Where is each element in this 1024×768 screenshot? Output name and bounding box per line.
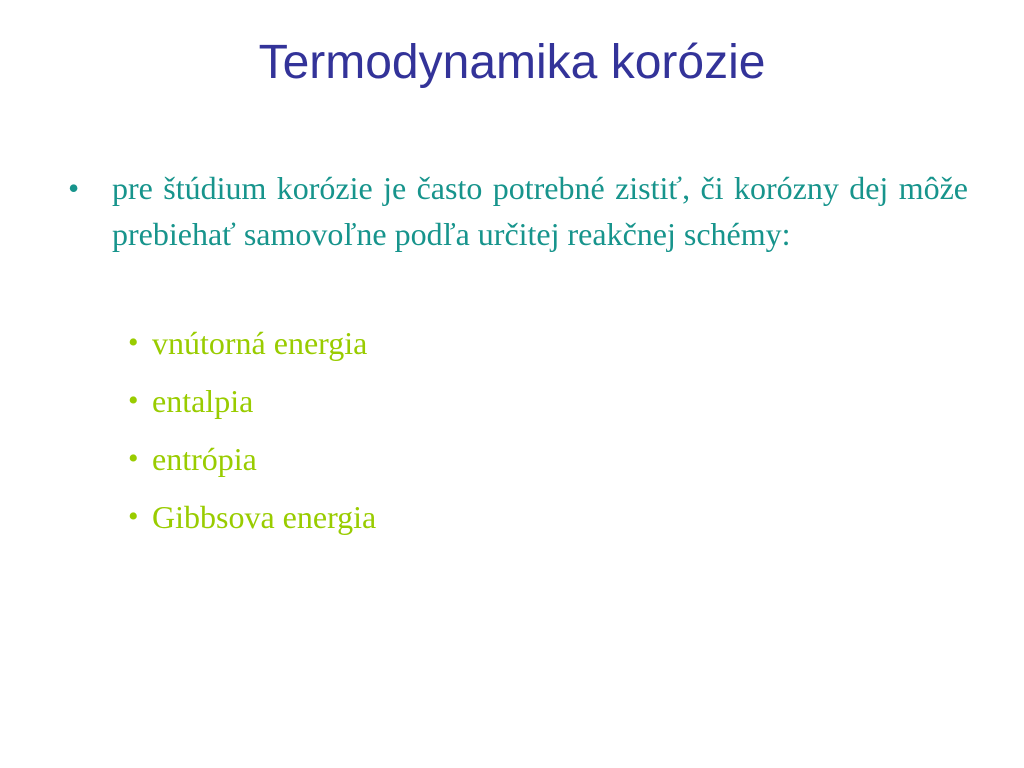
sub-bullet-text: vnútorná energia (152, 325, 368, 361)
sub-bullet-list (128, 320, 376, 552)
sub-bullet-item (128, 320, 376, 378)
main-bullet (68, 165, 968, 257)
sub-bullet-dot-icon: • (128, 384, 139, 417)
sub-bullet-text: Gibbsova energia (152, 499, 377, 535)
sub-bullet-text: entalpia (152, 383, 254, 419)
sub-bullet-text: entrópia (152, 441, 257, 477)
sub-bullet-item (128, 494, 376, 552)
sub-bullet-item (128, 378, 376, 436)
bullet-dot-icon: • (68, 170, 80, 206)
sub-bullet-dot-icon: • (128, 500, 139, 533)
slide-title: Termodynamika korózie (258, 36, 766, 89)
sub-bullet-dot-icon: • (128, 326, 139, 359)
sub-bullet-item (128, 436, 376, 494)
main-bullet-text: pre štúdium korózie je často potrebné zistiť, či korózny dej môže prebiehať samovoľne podľa určitej reakčnej schémy: (112, 170, 968, 252)
sub-bullet-dot-icon: • (128, 442, 139, 475)
